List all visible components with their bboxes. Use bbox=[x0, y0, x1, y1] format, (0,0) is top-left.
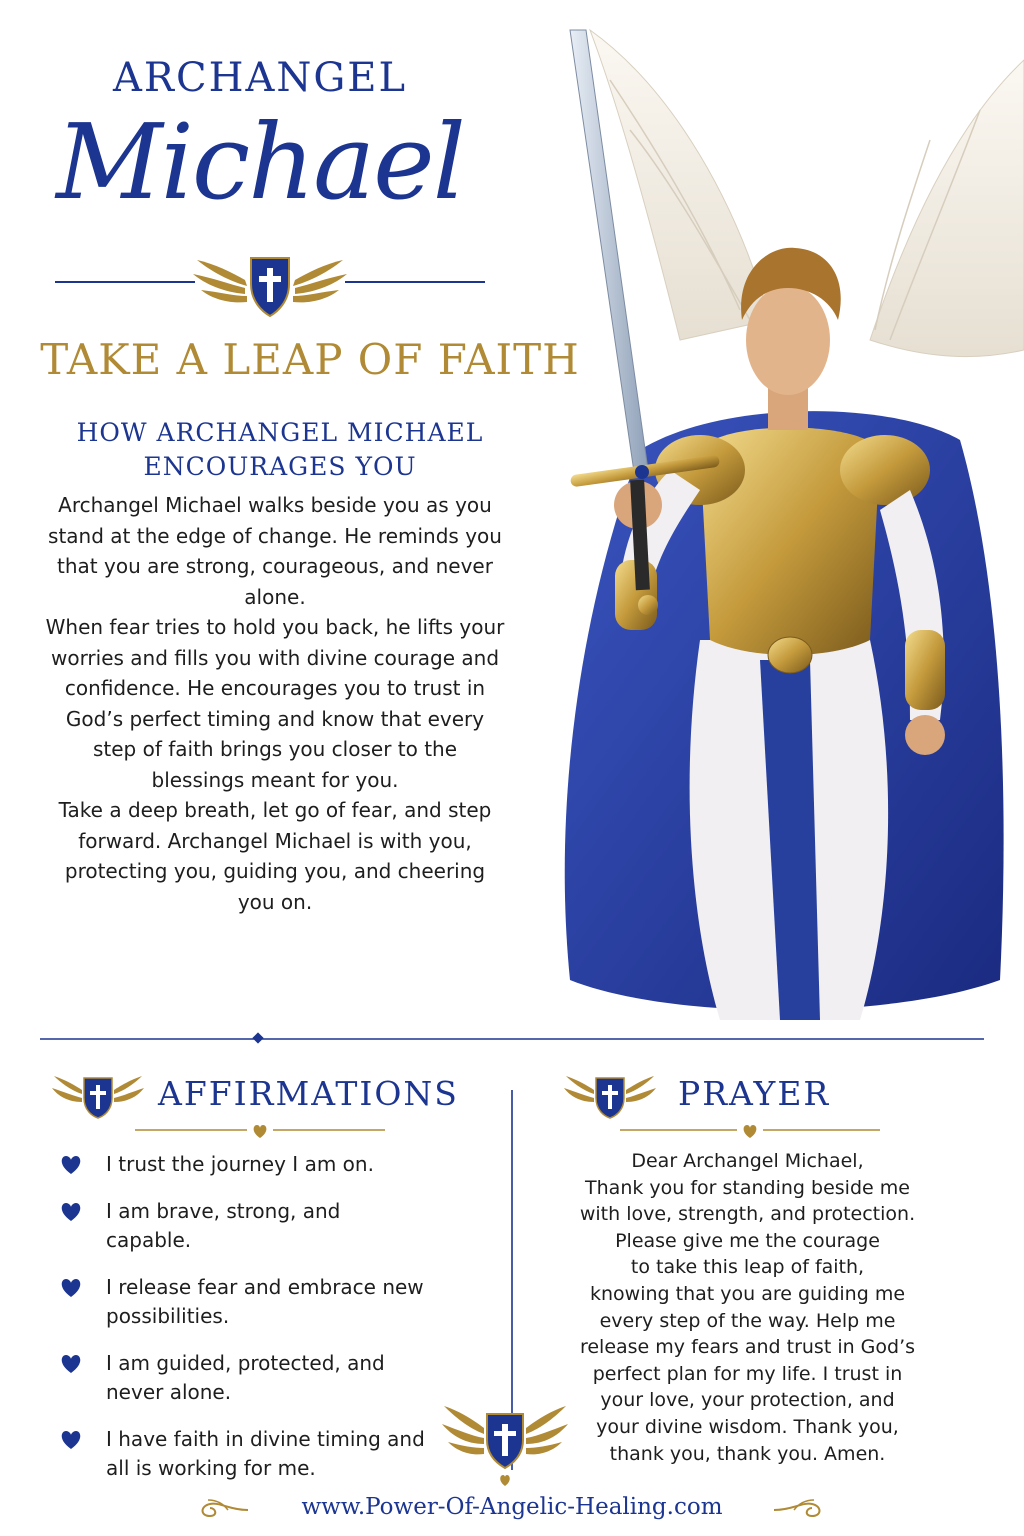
affirmation-text: I trust the journey I am on. bbox=[106, 1152, 374, 1176]
heart-icon bbox=[60, 1278, 82, 1298]
footer-website-link[interactable]: www.Power-Of-Angelic-Healing.com bbox=[301, 1494, 723, 1520]
prayer-heading: PRAYER bbox=[678, 1074, 831, 1113]
affirmation-text: I am brave, strong, and capable. bbox=[106, 1199, 341, 1252]
section-divider bbox=[40, 1032, 984, 1046]
intro-heading-line2: ENCOURAGES YOU bbox=[143, 452, 417, 481]
heart-icon bbox=[60, 1155, 82, 1175]
affirmation-text: I have faith in divine timing and all is working for me. bbox=[106, 1427, 425, 1480]
affirmations-list bbox=[60, 1150, 460, 1501]
affirmations-heading: AFFIRMATIONS bbox=[158, 1074, 459, 1113]
intro-paragraph: Take a deep breath, let go of fear, and step forward. Archangel Michael is with you, protecting you, guiding you, and cheering you on. bbox=[58, 798, 492, 914]
header-winged-shield-icon bbox=[55, 250, 485, 320]
tagline: TAKE A LEAP OF FAITH bbox=[40, 335, 580, 384]
list-item bbox=[60, 1349, 460, 1407]
affirmation-text: I release fear and embrace new possibilities. bbox=[106, 1275, 424, 1328]
diamond-icon bbox=[252, 1032, 263, 1043]
title-michael: Michael bbox=[56, 101, 464, 223]
intro-body bbox=[45, 490, 505, 917]
prayer-heart-rule bbox=[620, 1124, 880, 1142]
bottom-winged-shield-icon bbox=[440, 1398, 570, 1488]
title-archangel: ARCHANGEL bbox=[112, 55, 408, 101]
flourish-icon bbox=[772, 1498, 832, 1522]
affirmations-winged-shield-icon bbox=[50, 1072, 146, 1120]
heart-icon bbox=[60, 1202, 82, 1222]
heart-icon bbox=[60, 1430, 82, 1450]
list-item bbox=[60, 1273, 460, 1331]
intro-heading bbox=[40, 416, 520, 484]
prayer-text: Dear Archangel Michael, Thank you for standing beside me with love, strength, and protection. Please give me the courage to take this leap of faith, knowing that you are guiding me every step of the way. Help me release my fears and trust in God’s perfect plan for my life. I trust in your love, your protection, and your divine wisdom. Thank you, thank you, thank you. Amen. bbox=[579, 1150, 916, 1465]
intro-paragraph: Archangel Michael walks beside you as you stand at the edge of change. He reminds you that you are strong, courageous, and never alone. bbox=[48, 493, 502, 609]
list-item bbox=[60, 1150, 460, 1179]
intro-heading-line1: HOW ARCHANGEL MICHAEL bbox=[76, 418, 484, 447]
intro-paragraph: When fear tries to hold you back, he lifts your worries and fills you with divine courage and confidence. He encourages you to trust in God’s perfect timing and know that every step of faith brings you closer to the blessings meant for you. bbox=[45, 615, 505, 792]
heart-icon bbox=[254, 1125, 267, 1138]
affirmations-heart-rule bbox=[135, 1124, 385, 1142]
prayer-winged-shield-icon bbox=[562, 1072, 658, 1120]
heart-icon bbox=[744, 1125, 757, 1138]
affirmation-text: I am guided, protected, and never alone. bbox=[106, 1351, 385, 1404]
list-item bbox=[60, 1197, 460, 1255]
list-item bbox=[60, 1425, 460, 1483]
archangel-illustration bbox=[530, 20, 1024, 1030]
heart-icon bbox=[60, 1354, 82, 1374]
